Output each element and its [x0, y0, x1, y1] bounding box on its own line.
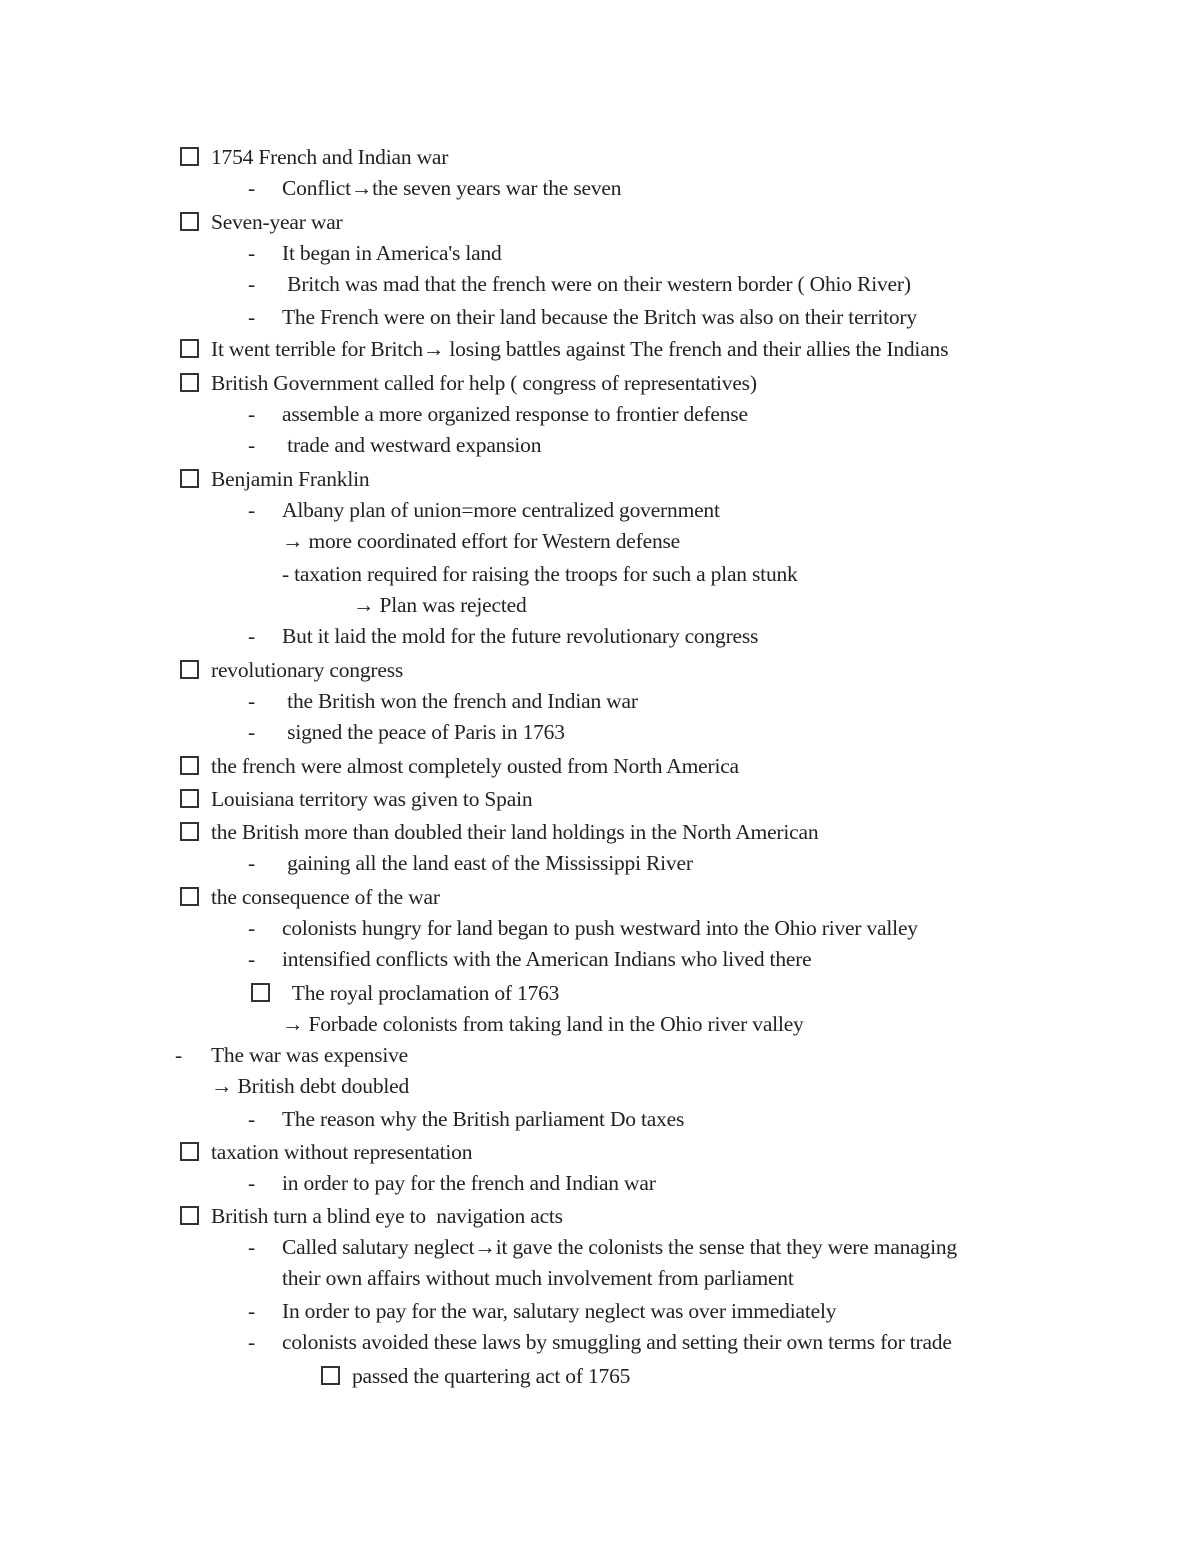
- note-line: [0, 368, 1200, 398]
- note-line: [0, 430, 1200, 460]
- checkbox-icon[interactable]: [180, 789, 199, 808]
- dash-bullet: -: [175, 1043, 182, 1067]
- note-line: [0, 399, 1200, 429]
- note-line: [0, 1296, 1200, 1326]
- line-text: But it laid the mold for the future revolutionary congress: [282, 624, 759, 648]
- dash-bullet: -: [248, 1299, 255, 1323]
- line-text: Benjamin Franklin: [211, 467, 370, 491]
- note-line: [0, 913, 1200, 943]
- line-text: intensified conflicts with the American Indians who lived there: [282, 947, 812, 971]
- line-text: the consequence of the war: [211, 885, 440, 909]
- note-line: [0, 621, 1200, 651]
- note-line: [0, 751, 1200, 781]
- line-text: The reason why the British parliament Do taxes: [282, 1107, 685, 1131]
- checkbox-icon[interactable]: [180, 1206, 199, 1225]
- checkbox-icon[interactable]: [180, 887, 199, 906]
- checkbox-icon[interactable]: [180, 373, 199, 392]
- line-text: colonists hungry for land began to push westward into the Ohio river valley: [282, 916, 918, 940]
- dash-bullet: -: [248, 1107, 255, 1131]
- note-line: [0, 207, 1200, 237]
- line-text: passed the quartering act of 1765: [352, 1364, 631, 1388]
- note-line: [0, 1009, 1200, 1039]
- note-line: [0, 590, 1200, 620]
- line-text: → more coordinated effort for Western defense: [282, 529, 681, 553]
- dash-bullet: -: [248, 916, 255, 940]
- line-text: The French were on their land because the Britch was also on their territory: [282, 305, 917, 329]
- dash-bullet: -: [248, 176, 255, 200]
- note-line: [0, 1361, 1200, 1391]
- checkbox-icon[interactable]: [180, 147, 199, 166]
- dash-bullet: -: [248, 689, 255, 713]
- dash-bullet: -: [248, 851, 255, 875]
- line-text: the french were almost completely ousted from North America: [211, 754, 739, 778]
- note-line: [0, 944, 1200, 974]
- note-line: [0, 1263, 1200, 1293]
- line-text: The royal proclamation of 1763: [287, 981, 560, 1005]
- checkbox-icon[interactable]: [180, 756, 199, 775]
- note-line: [0, 173, 1200, 203]
- note-line: [0, 464, 1200, 494]
- line-text: British turn a blind eye to navigation acts: [211, 1204, 563, 1228]
- checkbox-icon[interactable]: [180, 822, 199, 841]
- note-line: [0, 655, 1200, 685]
- note-line: [0, 526, 1200, 556]
- line-text: Albany plan of union=more centralized government: [282, 498, 720, 522]
- note-line: [0, 817, 1200, 847]
- dash-bullet: -: [248, 720, 255, 744]
- dash-bullet: -: [248, 433, 255, 457]
- line-text: - taxation required for raising the troops for such a plan stunk: [282, 562, 798, 586]
- note-line: [0, 334, 1200, 364]
- line-text: It went terrible for Britch→ losing battles against The french and their allies the Indians: [211, 337, 949, 361]
- dash-bullet: -: [248, 402, 255, 426]
- checkbox-icon[interactable]: [180, 469, 199, 488]
- line-text: assemble a more organized response to frontier defense: [282, 402, 748, 426]
- line-text: → Plan was rejected: [353, 593, 527, 617]
- note-line: [0, 1201, 1200, 1231]
- line-text: Louisiana territory was given to Spain: [211, 787, 533, 811]
- note-line: [0, 1040, 1200, 1070]
- checkbox-icon[interactable]: [180, 660, 199, 679]
- note-line: [0, 302, 1200, 332]
- line-text: British Government called for help ( congress of representatives): [211, 371, 757, 395]
- dash-bullet: -: [248, 1235, 255, 1259]
- line-text: → British debt doubled: [211, 1074, 410, 1098]
- line-text: 1754 French and Indian war: [211, 145, 449, 169]
- line-text: Seven-year war: [211, 210, 343, 234]
- note-line: [0, 686, 1200, 716]
- line-text: The war was expensive: [211, 1043, 408, 1067]
- note-line: [0, 882, 1200, 912]
- checkbox-icon[interactable]: [321, 1366, 340, 1385]
- line-text: in order to pay for the french and Indian war: [282, 1171, 656, 1195]
- line-text: In order to pay for the war, salutary neglect was over immediately: [282, 1299, 837, 1323]
- checkbox-icon[interactable]: [180, 1142, 199, 1161]
- note-line: [0, 142, 1200, 172]
- note-line: [0, 1168, 1200, 1198]
- line-text: It began in America's land: [282, 241, 502, 265]
- dash-bullet: -: [248, 1171, 255, 1195]
- note-line: [0, 495, 1200, 525]
- line-text: revolutionary congress: [211, 658, 404, 682]
- note-line: [0, 784, 1200, 814]
- dash-bullet: -: [248, 272, 255, 296]
- line-text: signed the peace of Paris in 1763: [282, 720, 565, 744]
- note-line: [0, 1327, 1200, 1357]
- note-line: [0, 848, 1200, 878]
- dash-bullet: -: [248, 624, 255, 648]
- checkbox-icon[interactable]: [180, 339, 199, 358]
- line-text: gaining all the land east of the Mississippi River: [282, 851, 693, 875]
- line-text: Britch was mad that the french were on their western border ( Ohio River): [282, 272, 911, 296]
- dash-bullet: -: [248, 498, 255, 522]
- line-text: trade and westward expansion: [282, 433, 542, 457]
- note-line: [0, 238, 1200, 268]
- line-text: colonists avoided these laws by smuggling and setting their own terms for trade: [282, 1330, 952, 1354]
- note-line: [0, 1071, 1200, 1101]
- dash-bullet: -: [248, 241, 255, 265]
- note-line: [0, 978, 1200, 1008]
- line-text: the British won the french and Indian war: [282, 689, 638, 713]
- note-line: [0, 559, 1200, 589]
- line-text: taxation without representation: [211, 1140, 473, 1164]
- checkbox-icon[interactable]: [180, 212, 199, 231]
- note-line: [0, 1137, 1200, 1167]
- line-text: their own affairs without much involvement from parliament: [282, 1266, 794, 1290]
- line-text: the British more than doubled their land holdings in the North American: [211, 820, 819, 844]
- note-line: [0, 1104, 1200, 1134]
- dash-bullet: -: [248, 1330, 255, 1354]
- line-text: → Forbade colonists from taking land in the Ohio river valley: [282, 1012, 804, 1036]
- line-text: Called salutary neglect→it gave the colonists the sense that they were managing: [282, 1235, 957, 1259]
- checkbox-icon[interactable]: [251, 983, 270, 1002]
- dash-bullet: -: [248, 305, 255, 329]
- line-text: Conflict→the seven years war the seven: [282, 176, 622, 200]
- note-line: [0, 1232, 1200, 1262]
- note-line: [0, 717, 1200, 747]
- note-line: [0, 269, 1200, 299]
- dash-bullet: -: [248, 947, 255, 971]
